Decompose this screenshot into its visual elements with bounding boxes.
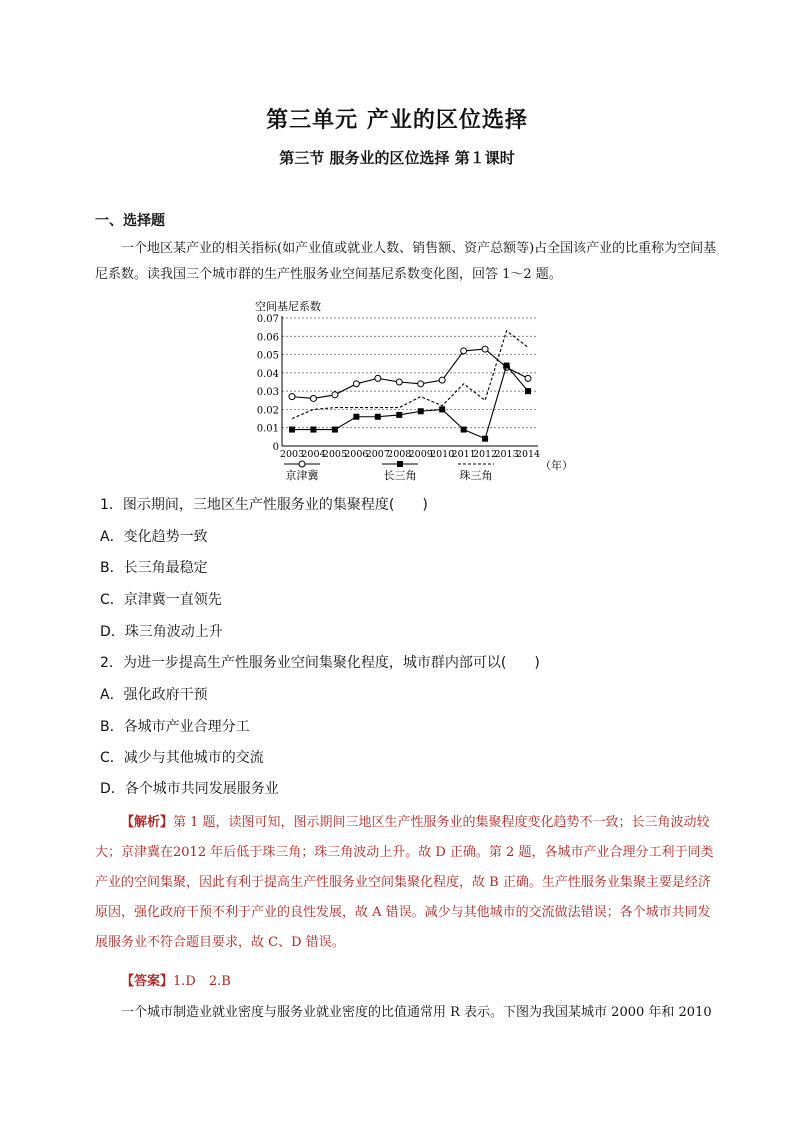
- series-line: [292, 331, 528, 419]
- data-point: [461, 348, 467, 354]
- intro-paragraph: 一个地区某产业的相关指标(如产业值或就业人数、销售额、资产总额等)占全国该产业的比重称为空间基尼系数。读我国三个城市群的生产性服务业空间基尼系数变化图，回答 1～2 题。: [95, 241, 717, 282]
- answer-tag: 【答案】: [121, 974, 174, 989]
- data-point: [375, 414, 381, 420]
- y-tick-label: 0: [272, 442, 279, 453]
- next-question-intro: 一个城市制造业就业密度与服务业就业密度的比值通常用 R 表示。下图为我国某城市 2000 年和 2010: [121, 1005, 712, 1020]
- data-point: [396, 379, 402, 385]
- x-tick-label: 2005: [322, 449, 348, 460]
- gini-chart: [246, 296, 586, 488]
- y-tick-label: 0.04: [256, 368, 279, 380]
- question-2-option-c: C．减少与其他城市的交流: [100, 750, 264, 766]
- question-1: 1．图示期间，三地区生产性服务业的集聚程度( ): [100, 497, 428, 513]
- x-tick-label: 2006: [344, 449, 369, 460]
- x-tick-label: 2010: [430, 449, 455, 460]
- legend-marker: [397, 461, 403, 467]
- y-tick-label: 0.05: [256, 350, 279, 362]
- question-1-option-b: B．长三角最稳定: [100, 560, 208, 576]
- y-tick-label: 0.06: [256, 332, 279, 344]
- x-tick-label: 2012: [472, 449, 498, 460]
- data-point: [482, 346, 488, 352]
- question-2-option-d: D．各个城市共同发展服务业: [100, 781, 279, 797]
- y-tick-label: 0.01: [256, 423, 279, 435]
- data-point: [332, 427, 338, 433]
- data-point: [504, 363, 510, 369]
- question-1-option-a: A．变化趋势一致: [100, 529, 208, 545]
- analysis-tag: 【解析】: [121, 815, 174, 830]
- chart-ylabel: 空间基尼系数: [255, 300, 321, 313]
- data-point: [525, 375, 531, 381]
- data-point: [482, 436, 488, 442]
- legend-marker: [299, 461, 305, 467]
- data-point: [310, 395, 316, 401]
- data-point: [310, 427, 316, 433]
- legend-label: 京津冀: [285, 469, 319, 482]
- data-point: [332, 392, 338, 398]
- data-point: [418, 408, 424, 414]
- chart-xunit: （年）: [540, 459, 573, 472]
- x-tick-label: 2007: [365, 449, 390, 460]
- legend-label: 珠三角: [459, 469, 493, 482]
- question-2: 2．为进一步提高生产性服务业空间集聚化程度，城市群内部可以( ): [100, 655, 540, 671]
- question-2-option-b: B．各城市产业合理分工: [100, 719, 250, 735]
- data-point: [396, 412, 402, 418]
- data-point: [353, 414, 359, 420]
- data-point: [439, 377, 445, 383]
- section-heading: 一、选择题: [95, 213, 165, 229]
- question-2-option-a: A．强化政府干预: [100, 687, 208, 703]
- answer-text: 1.D 2.B: [173, 974, 231, 989]
- data-point: [375, 375, 381, 381]
- data-point: [461, 427, 467, 433]
- data-point: [439, 406, 445, 412]
- answer-line: [121, 970, 231, 989]
- data-point: [289, 427, 295, 433]
- x-tick-label: 2011: [451, 449, 476, 460]
- y-tick-label: 0.03: [256, 387, 279, 399]
- x-tick-label: 2008: [387, 449, 412, 460]
- data-point: [418, 381, 424, 387]
- x-tick-label: 2013: [494, 449, 519, 460]
- x-tick-label: 2009: [408, 449, 433, 460]
- x-tick-label: 2014: [515, 449, 541, 460]
- page-title: 第三单元 产业的区位选择: [266, 107, 528, 133]
- question-1-option-d: D．珠三角波动上升: [100, 624, 223, 640]
- analysis-text: 第 1 题，读图可知，图示期间三地区生产性服务业的集聚程度变化趋势不一致；长三角波动较大；京津冀在2012 年后低于珠三角；珠三角波动上升。故 D 正确。第 2 题，各城市产业合理分工利于同类产业的空间集聚，因此有利于提高生产性服务业空间集聚化程度，故 B 正确。生产性服务业集聚主要是经济原因，强化政府干预不利于产业的良性发展，故 A 错误。减少与其他城市的交流做法错误；各个城市共同发展服务业不符合题目要求，故 C、D 错误。: [95, 815, 714, 950]
- data-point: [289, 394, 295, 400]
- analysis-block: [95, 808, 723, 958]
- data-point: [525, 388, 531, 394]
- legend-label: 长三角: [383, 469, 417, 482]
- data-point: [353, 381, 359, 387]
- x-tick-label: 2003: [279, 449, 305, 460]
- y-tick-label: 0.02: [256, 405, 279, 417]
- x-tick-label: 2004: [301, 449, 326, 460]
- question-1-option-c: C．京津冀一直领先: [100, 592, 222, 608]
- page-subtitle: 第三节 服务业的区位选择 第１课时: [279, 149, 515, 167]
- y-tick-label: 0.07: [256, 314, 279, 325]
